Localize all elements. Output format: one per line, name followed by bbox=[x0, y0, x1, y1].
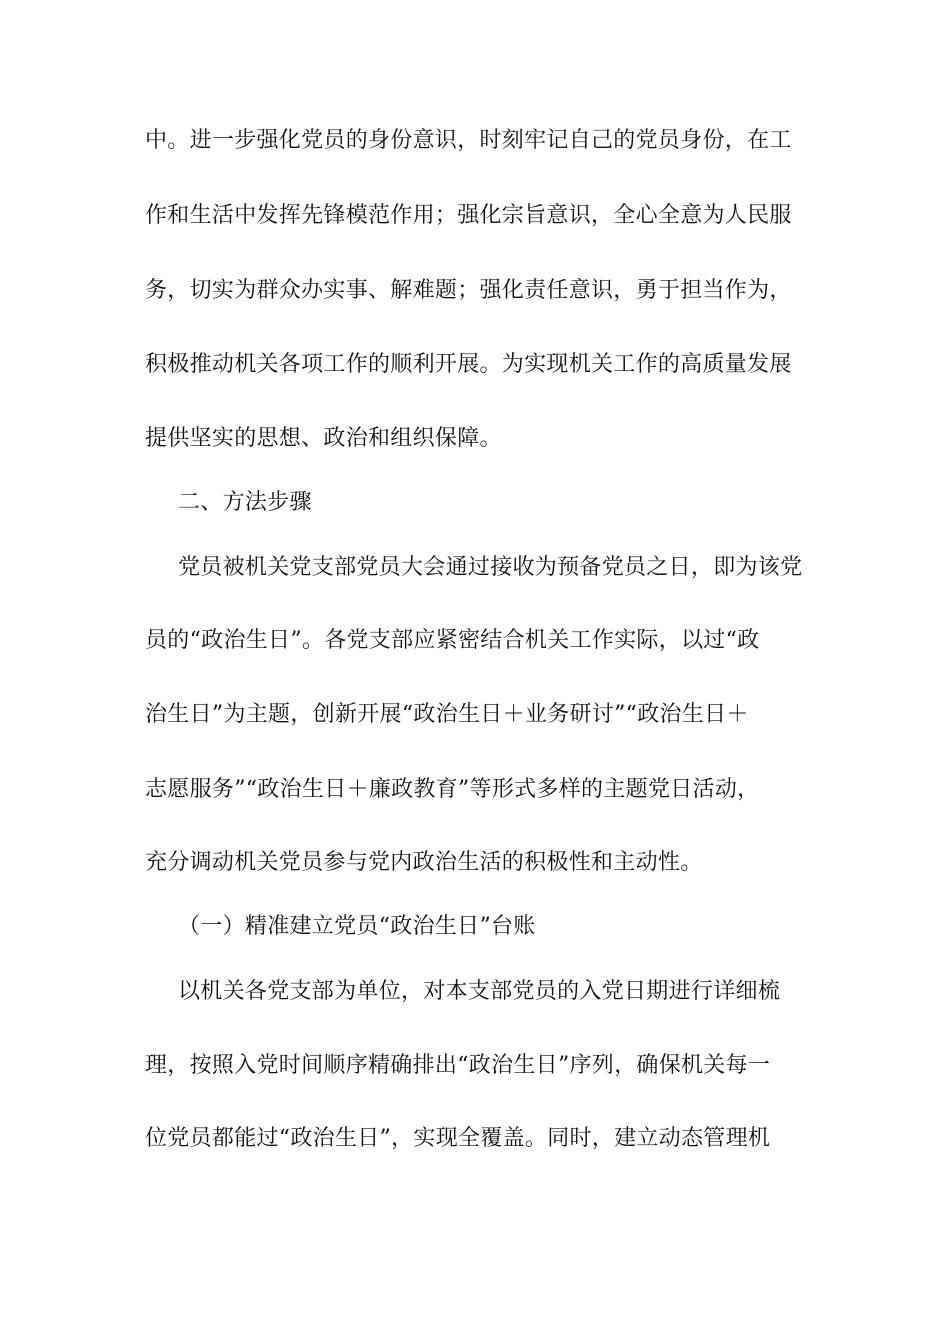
paragraph-2-line-3: 治生日”为主题，创新开展“政治生日＋业务研讨”“政治生日＋ bbox=[145, 702, 749, 727]
paragraph-1-line-3: 务，切实为群众办实事、解难题；强化责任意识，勇于担当作为， bbox=[145, 278, 792, 303]
section-heading: 二、方法步骤 bbox=[178, 490, 312, 515]
subsection-heading: （一）精准建立党员“政治生日”台账 bbox=[178, 914, 536, 939]
paragraph-3-line-1: 以机关各党支部为单位，对本支部党员的入党日期进行详细梳 bbox=[178, 979, 781, 1004]
paragraph-1-line-1: 中。进一步强化党员的身份意识，时刻牢记自己的党员身份，在工 bbox=[145, 128, 792, 153]
paragraph-2-line-2: 员的“政治生日”。各党支部应紧密结合机关工作实际，以过“政 bbox=[145, 628, 760, 653]
paragraph-2-line-5: 充分调动机关党员参与党内政治生活的积极性和主动性。 bbox=[145, 850, 703, 875]
paragraph-2-line-1: 党员被机关党支部党员大会通过接收为预备党员之日，即为该党 bbox=[178, 555, 803, 580]
paragraph-2-line-4: 志愿服务”“政治生日＋廉政教育”等形式多样的主题党日活动， bbox=[145, 777, 760, 802]
paragraph-1-line-4: 积极推动机关各项工作的顺利开展。为实现机关工作的高质量发展 bbox=[145, 352, 792, 377]
paragraph-3-line-3: 位党员都能过“政治生日”，实现全覆盖。同时，建立动态管理机 bbox=[145, 1126, 771, 1151]
paragraph-1-line-5: 提供坚实的思想、政治和组织保障。 bbox=[145, 426, 502, 451]
paragraph-1-line-2: 作和生活中发挥先锋模范作用；强化宗旨意识，全心全意为人民服 bbox=[145, 203, 792, 228]
paragraph-3-line-2: 理，按照入党时间顺序精确排出“政治生日”序列，确保机关每一 bbox=[145, 1053, 771, 1078]
